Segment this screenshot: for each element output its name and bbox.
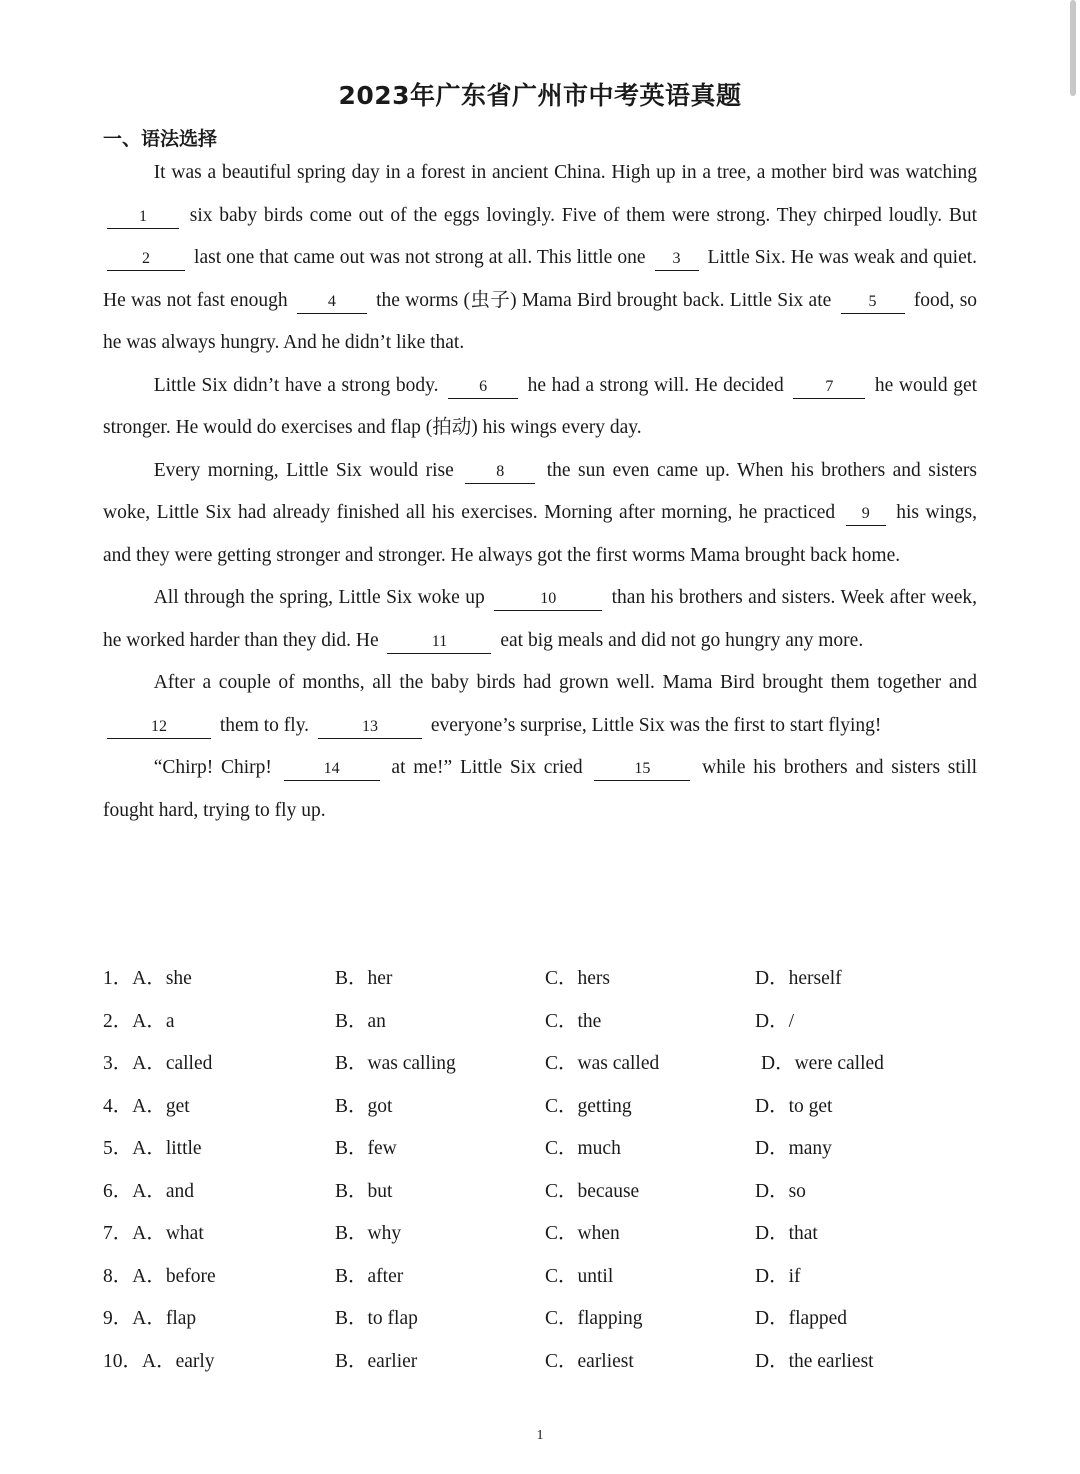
question-row [103,1213,983,1256]
passage-text: It was a beautiful spring day in a forest in ancient China. High up in a tree, a mother bird was watching [153,162,977,183]
question-row [103,1043,983,1086]
option-b: B．but [335,1180,393,1202]
passage-paragraph [103,152,977,365]
option-d: D．so [755,1180,806,1202]
blank-4: 4 [297,291,367,314]
blank-11: 11 [387,631,491,654]
option-b: B．her [335,968,393,989]
blank-10: 10 [494,588,602,611]
passage-text: eat big meals and did not go hungry any more. [500,629,864,651]
option-d: D．if [755,1265,801,1287]
option-a: 8．A．before [103,1265,216,1287]
option-c: C．hers [545,968,610,989]
option-b: B．few [335,1138,397,1159]
question-row [103,958,983,1001]
option-d: D．flapped [755,1308,848,1329]
option-b: B．got [335,1095,393,1117]
blank-1: 1 [107,206,179,229]
passage-text: the sun even came up. When his brothers and sisters woke, Little Six had already finished all his exercises. Morning after morning, he practiced [103,459,978,523]
question-row [103,1128,983,1171]
passage-text: the worms (虫子) Mama Bird brought back. Little Six ate [376,289,832,311]
passage-text: After a couple of months, all the baby birds had grown well. Mama Bird brought them together and [153,672,977,693]
question-row [103,1256,983,1299]
option-d: D．to get [755,1095,833,1117]
option-c: C．was called [545,1053,660,1074]
blank-7: 7 [793,376,865,399]
passage-text: everyone’s surprise, Little Six was the first to start flying! [430,714,882,736]
option-d: D．the earliest [755,1350,874,1372]
section-heading: 一、语法选择 [103,128,218,150]
passage-paragraph [103,662,977,747]
blank-12: 12 [107,716,211,739]
passage-text: Every morning, Little Six would rise [153,459,454,481]
page-number: 1 [536,1428,544,1443]
blank-3: 3 [655,248,699,271]
option-b: B．earlier [335,1350,418,1372]
passage-text: than his brothers and sisters. Week after week, he worked harder than they did. He [103,587,977,651]
blank-6: 6 [448,376,518,399]
passage-text: Little Six didn’t have a strong body. [153,374,439,396]
passage-text: food, so he was always hungry. And he didn’t like that. [103,289,978,353]
question-row [103,1341,983,1384]
passage-text: Little Six. He was weak and quiet. He was not fast enough [103,247,978,311]
passage-text: he would get stronger. He would do exercises and flap (拍动) his wings every day. [103,374,978,438]
option-d: D．many [755,1138,832,1159]
option-a: 9．A．flap [103,1308,197,1329]
passage-paragraph [103,450,977,578]
option-a: 4．A．get [103,1095,190,1117]
option-d: D．/ [755,1010,795,1032]
passage-text: his wings, and they were getting stronger and stronger. He always got the first worms Mama brought back home. [103,502,977,566]
option-b: B．after [335,1265,404,1287]
blank-9: 9 [846,503,886,526]
option-a: 2．A．a [103,1010,175,1032]
question-row [103,1001,983,1044]
option-c: C．earliest [545,1350,634,1372]
page-title: 2023年广东省广州市中考英语真题 [338,81,742,110]
answer-options [103,958,983,1383]
passage-text: “Chirp! Chirp! [153,757,272,778]
passage-text: he had a strong will. He decided [527,374,784,396]
question-row [103,1086,983,1129]
option-c: C．getting [545,1095,632,1117]
passage-paragraph [103,747,977,832]
option-b: B．an [335,1010,386,1032]
option-c: C．much [545,1138,621,1159]
passage-text: last one that came out was not strong at all. This little one [194,247,646,268]
option-c: C．when [545,1223,620,1244]
blank-8: 8 [465,461,535,484]
option-d: D．were called [761,1053,884,1074]
option-b: B．to flap [335,1308,418,1329]
option-a: 7．A．what [103,1223,204,1244]
option-a: 3．A．called [103,1053,213,1074]
blank-2: 2 [107,248,185,271]
option-a: 5．A．little [103,1138,202,1159]
option-c: C．the [545,1010,602,1032]
option-a: 6．A．and [103,1180,194,1202]
cloze-passage [103,152,977,832]
blank-5: 5 [841,291,905,314]
passage-text: them to fly. [219,714,310,736]
blank-14: 14 [284,758,380,781]
passage-paragraph [103,577,977,662]
option-b: B．why [335,1223,402,1244]
question-row [103,1171,983,1214]
option-c: C．until [545,1265,614,1287]
passage-paragraph [103,365,977,450]
passage-text: while his brothers and sisters still fought hard, trying to fly up. [103,757,978,821]
option-a: 10．A．early [103,1350,215,1372]
option-b: B．was calling [335,1053,456,1074]
option-d: D．herself [755,968,842,989]
passage-text: All through the spring, Little Six woke up [153,587,485,608]
option-d: D．that [755,1223,818,1244]
passage-text: six baby birds come out of the eggs lovingly. Five of them were strong. They chirped loudly. But [189,204,978,226]
option-c: C．because [545,1180,640,1202]
passage-text: at me!” Little Six cried [391,757,583,778]
option-c: C．flapping [545,1308,643,1329]
option-a: 1．A．she [103,968,192,989]
blank-15: 15 [594,758,690,781]
blank-13: 13 [318,716,422,739]
question-row [103,1298,983,1341]
